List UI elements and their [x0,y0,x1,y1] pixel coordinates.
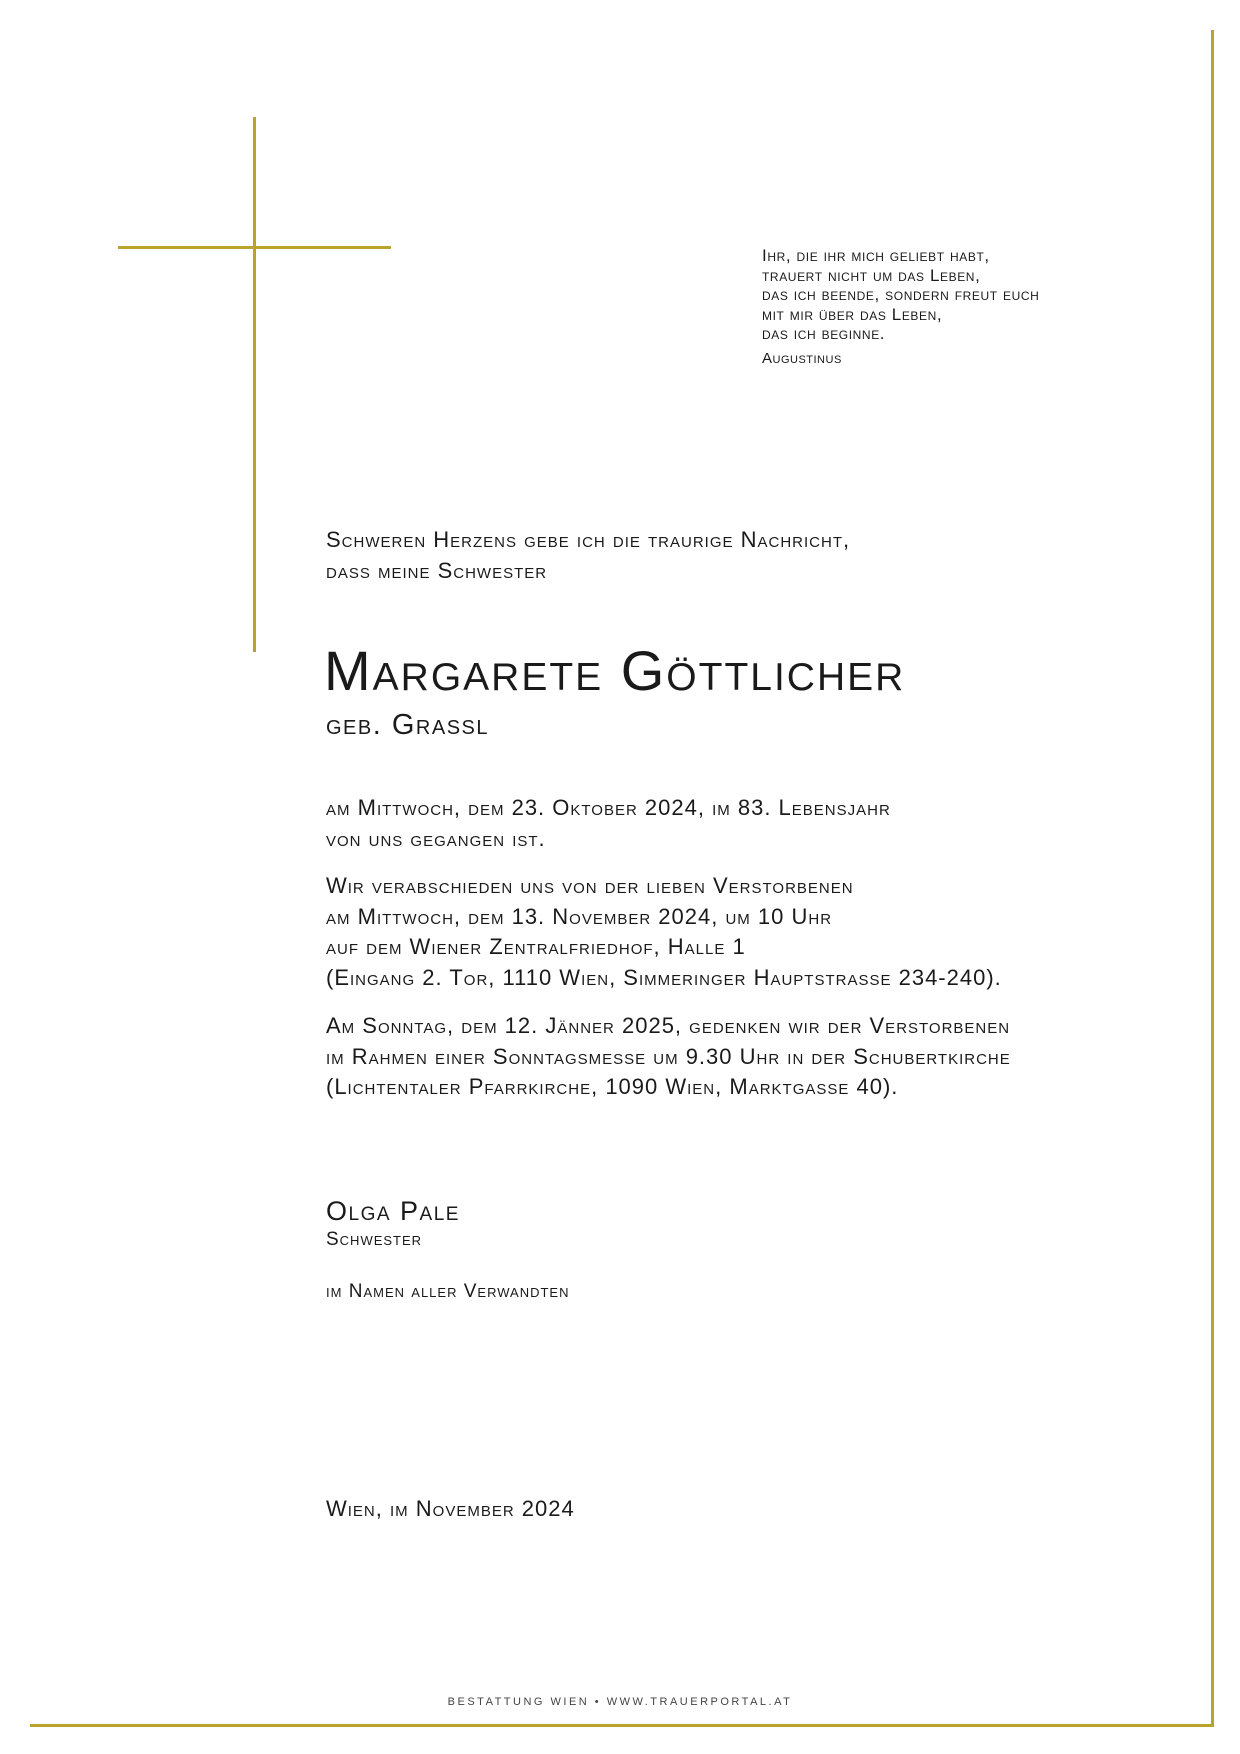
paragraph-line: Am Sonntag, dem 12. Jänner 2025, gedenken wir der Verstorbenen [326,1013,1011,1038]
intro-line: Schweren Herzens gebe ich die traurige Nachricht, [326,527,851,552]
paragraph-funeral [326,871,1206,993]
quote-block [762,246,1182,367]
gold-frame-right [1211,30,1214,1727]
signatory-name: Olga Pale [326,1196,460,1226]
signatory-relation: Schwester [326,1229,423,1250]
quote-line: trauert nicht um das Leben, [762,265,981,285]
quote-line: mit mir über das Leben, [762,304,943,324]
birth-name: geb. Grassl [326,709,489,741]
deceased-name: Margarete Göttlicher [324,639,906,702]
gold-frame-bottom [30,1724,1214,1727]
cross-vertical-bar [253,117,256,652]
paragraph-line: von uns gegangen ist. [326,825,546,851]
paragraph-death-date [326,793,1206,854]
quote-line: das ich beginne. [762,324,886,343]
paragraph-line: im Rahmen einer Sonntagsmesse um 9.30 Uhr in der Schubertkirche [326,1043,1011,1069]
footer-credit: BESTATTUNG WIEN • WWW.TRAUERPORTAL.AT [447,1696,793,1708]
paragraph-memorial-mass [326,1011,1206,1103]
place-date: Wien, im November 2024 [326,1496,575,1521]
quote-line: Ihr, die ihr mich geliebt habt, [762,246,990,265]
paragraph-line: (Lichtentaler Pfarrkirche, 1090 Wien, Marktgasse 40). [326,1074,899,1099]
paragraph-line: am Mittwoch, dem 13. November 2024, um 10 Uhr [326,903,833,929]
signatory-note: im Namen aller Verwandten [326,1281,570,1302]
paragraph-line: am Mittwoch, dem 23. Oktober 2024, im 83. Lebensjahr [326,795,891,820]
cross-horizontal-bar [118,246,391,249]
paragraph-line: (Eingang 2. Tor, 1110 Wien, Simmeringer Hauptstrasse 234-240). [326,964,1002,990]
quote-line: das ich beende, sondern freut euch [762,285,1040,304]
paragraph-line: Wir verabschieden uns von der lieben Verstorbenen [326,873,854,898]
intro-text [326,524,1176,586]
intro-line: dass meine Schwester [326,558,548,583]
quote-author: Augustinus [762,349,842,367]
paragraph-line: auf dem Wiener Zentralfriedhof, Halle 1 [326,934,746,959]
